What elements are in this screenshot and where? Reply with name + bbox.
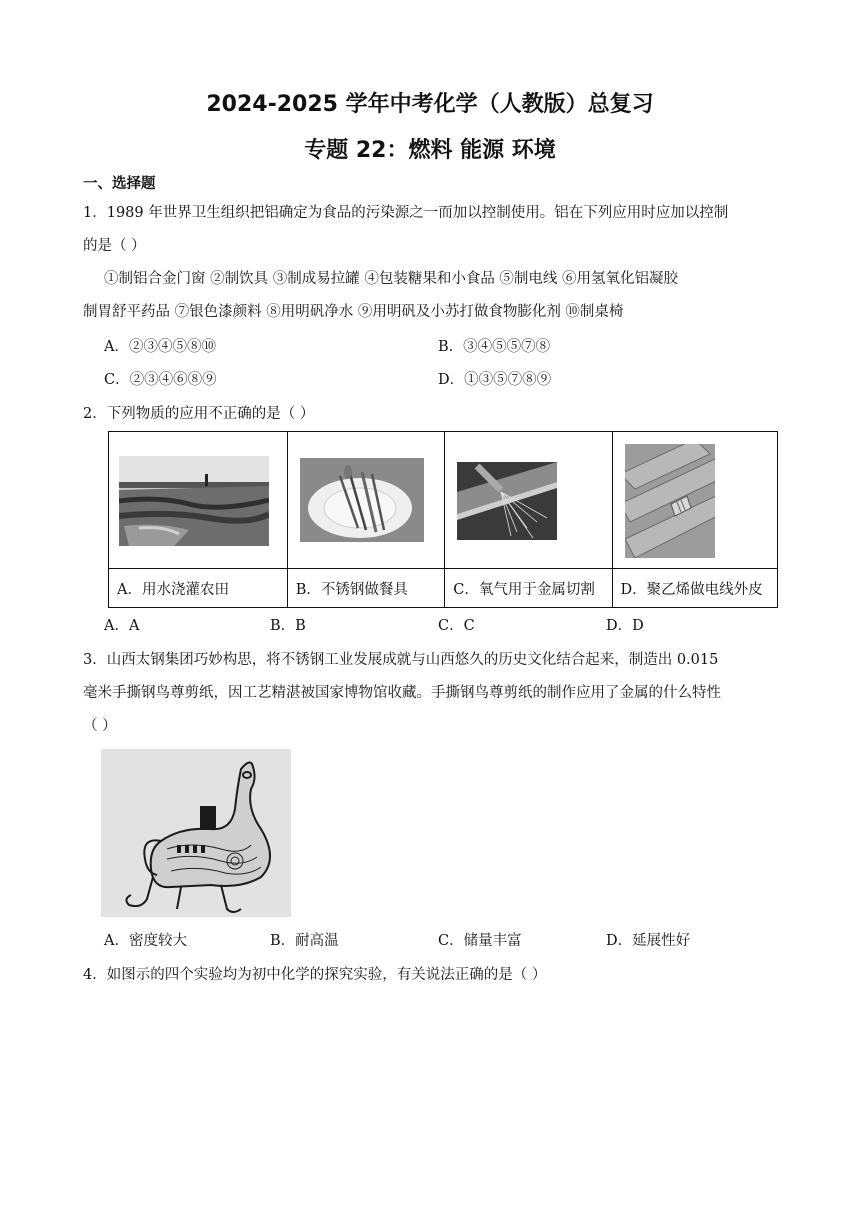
q3-stem-line1: 3．山西太钢集团巧妙构思，将不锈钢工业发展成就与山西悠久的历史文化结合起来，制造出 0.015	[83, 652, 719, 668]
q1-option-a[interactable]: A．②③④⑤⑧⑩	[104, 339, 216, 355]
q1-option-d[interactable]: D．①③⑤⑦⑧⑨	[438, 372, 552, 388]
tableware-image	[300, 458, 424, 542]
wire-insulation-image	[625, 444, 715, 558]
metal-cutting-image	[457, 462, 557, 540]
q1-option-c[interactable]: C．②③④⑥⑧⑨	[104, 372, 217, 388]
document-subtitle: 专题 22：燃料 能源 环境	[304, 138, 556, 163]
q4-stem: 4．如图示的四个实验均为初中化学的探究实验，有关说法正确的是（ ）	[83, 967, 547, 983]
farmland-irrigation-image	[119, 456, 269, 546]
q1-stem-line1: 1．1989 年世界卫生组织把铝确定为食品的污染源之一而加以控制使用。铝在下列应用时应加以控制	[83, 205, 729, 221]
section-heading: 一、选择题	[83, 176, 156, 192]
q1-items-line2: 制胃舒平药品 ⑦银色漆颜料 ⑧用明矾净水 ⑨用明矾及小苏打做食物膨化剂 ⑩制桌椅	[83, 304, 624, 320]
q2-image-table	[108, 431, 778, 608]
q3-option-b[interactable]: B．耐高温	[270, 933, 339, 949]
q3-option-d[interactable]: D．延展性好	[606, 933, 691, 949]
bird-zun-papercut-image	[101, 749, 291, 917]
document-title: 2024-2025 学年中考化学（人教版）总复习	[206, 92, 654, 117]
q2-option-d[interactable]: D．D	[606, 618, 644, 634]
q2-cell-image-d	[612, 432, 777, 569]
q3-stem-line2: 毫米手撕钢鸟尊剪纸，因工艺精湛被国家博物馆收藏。手撕钢鸟尊剪纸的制作应用了金属的什么特性	[83, 685, 721, 701]
q1-items-line1: ①制铝合金门窗 ②制饮具 ③制成易拉罐 ④包装糖果和小食品 ⑤制电线 ⑥用氢氧化铝凝胶	[104, 271, 679, 287]
q2-caption-a: A．用水浇灌农田	[109, 569, 288, 608]
q3-option-c[interactable]: C．储量丰富	[438, 933, 522, 949]
q2-option-b[interactable]: B．B	[270, 618, 306, 634]
q3-option-a[interactable]: A．密度较大	[104, 933, 187, 949]
q2-cell-image-b	[287, 432, 445, 569]
q3-stem-line3: （ ）	[83, 718, 117, 734]
q2-caption-b: B．不锈钢做餐具	[287, 569, 445, 608]
q2-option-a[interactable]: A．A	[104, 618, 140, 634]
q2-option-c[interactable]: C．C	[438, 618, 475, 634]
q2-cell-image-c	[445, 432, 612, 569]
q2-cell-image-a	[109, 432, 288, 569]
q1-option-b[interactable]: B．③④⑤⑤⑦⑧	[438, 339, 551, 355]
q2-caption-d: D．聚乙烯做电线外皮	[612, 569, 777, 608]
q1-stem-line2: 的是（ ）	[83, 238, 146, 254]
q2-caption-c: C．氧气用于金属切割	[445, 569, 612, 608]
q2-stem: 2．下列物质的应用不正确的是（ ）	[83, 406, 315, 422]
